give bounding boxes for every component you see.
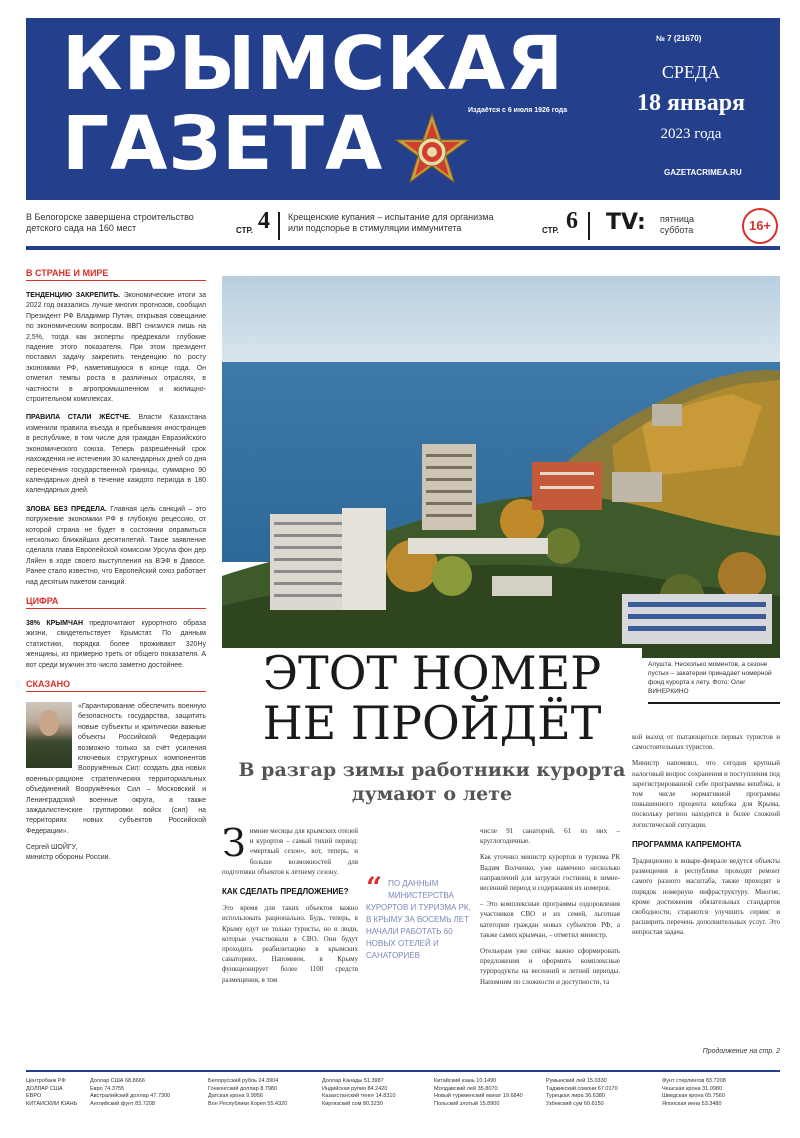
footer-line: Китайский юань 10.1490 (434, 1078, 497, 1084)
news-item-text: Главная цель санкций – это погружение экономики РФ в глубокую рецессию, от которой страна не будет в состоянии оправиться несколько ближайших десятилетий. Такое заявление сделала глава Европейской комиссии Урсула фон дер Ляйен в ходе своего выступления на ВЭФ в Давосе. Ранее стало известно, что Европейский союз работает над десятым пакетом санкций. (26, 505, 206, 586)
article-column-3 (480, 826, 620, 993)
footer-column (208, 1078, 316, 1108)
issue-year: 2023 года (660, 126, 722, 142)
article-paragraph: кой выход от пытающегося первых туристов и самостоятельных туристов. (632, 733, 780, 752)
quote-mark-icon: “ (366, 871, 383, 904)
teaser-divider (588, 212, 590, 240)
issue-weekday: СРЕДА (661, 62, 721, 82)
article-paragraph: числе 91 санаторий, 61 из них – круглогодичные. (480, 827, 620, 846)
footer-line: Новый туркменский манат 19.6840 (434, 1093, 523, 1100)
issue-date: 18 января (636, 90, 746, 116)
footer-column (322, 1078, 428, 1108)
article-intro: имние месяцы для крымских отелей и курортов – самый тихий период: «мертвый сезон», вот, теперь, и больше возможностей для подготовки объектов к летнему сезону. (222, 827, 358, 876)
continued-note[interactable]: Продолжение на стр. 2 (702, 1048, 780, 1055)
teaser-2-page: 6 (566, 208, 578, 234)
footer-line: Доллар Канады 51.3987 (322, 1078, 384, 1084)
footer-line: КИТАЙСКИЙ ЮАНЬ (26, 1100, 78, 1107)
figure-item (26, 619, 206, 671)
footer-line: Доллар США 68.8666 (90, 1078, 145, 1084)
footer-line: ЕВРО (26, 1093, 42, 1100)
news-item-lead: ПРАВИЛА СТАЛИ ЖЁСТЧЕ. (26, 414, 131, 422)
footer-line: Молдавский лей 35.8070 (434, 1085, 498, 1092)
footer-line: Австралийский доллар 47.7300 (90, 1093, 171, 1100)
article-subheading: КАК СДЕЛАТЬ ПРЕДЛОЖЕНИЕ? (222, 887, 349, 897)
teaser-1-text[interactable]: В Белогорске завершена строительство детского сада на 160 мест (26, 212, 194, 233)
footer-line: Казахстанский тенге 14.8310 (322, 1093, 396, 1100)
teaser-1-page: 4 (258, 208, 270, 234)
article-paragraph: Министр напомнил, что сегодня крупный налоговый вопрос сохранения и поступления под зарегистрированной себе программы кешбэка, в том числе нормативной программы повышенного процента кешбэка для Крыма, поскольку регион находится в более сложной логистической ситуации. (632, 759, 780, 829)
footer-column (90, 1078, 202, 1108)
footer-column (434, 1078, 540, 1108)
quote-signature: Сергей ШОЙГУ, министр обороны России. (26, 844, 111, 862)
news-item-text: Власти Казахстана изменили правила въезда и пребывания иностранцев в республике, в том числе для граждан Евразийского экономического союза. Теперь разрешённый срок нахождения не истечении 30 календарных дней со дня пересечения государственной границы, суммарно 90 календарных дней в течение каждого периода в 180 календарных дней. (26, 414, 206, 495)
pull-quote-text: ПО ДАННЫМ МИНИСТЕРСТВА КУРОРТОВ И ТУРИЗМА РК, В КРЫМУ ЗА ВОСЕМЬ ЛЕТ НАЧАЛИ РАБОТАТЬ 60 НОВЫХ ОТЕЛЕЙ И САНАТОРИЕВ (366, 879, 471, 960)
newspaper-title: КРЫМСКАЯ ГАЗЕТА (62, 21, 565, 187)
section-heading-figure: ЦИФРА (26, 596, 206, 609)
footer-line: Шведская крона 65.7560 (662, 1093, 725, 1100)
article-paragraph: Как уточнил министр курортов и туризма РК Вадим Волченко, уже намечено несколько направлений для загрузки гостиниц в зимне-весенний период и содержания их номеров. (480, 853, 620, 893)
news-item (26, 505, 206, 588)
teaser-2-text[interactable]: Крещенские купания – испытание для организма или подспорье в стимуляции иммунитета (288, 212, 494, 233)
figure-lead: 38% КРЫМЧАН (26, 619, 83, 627)
footer-column (662, 1078, 780, 1108)
issue-number: № 7 (21670) (656, 34, 702, 43)
article-headline: ЭТОТ НОМЕР НЕ ПРОЙДЁТ (262, 646, 602, 750)
article-paragraph: – Это комплексные программы оздоровления участников СВО и их семей, льготная категория граждан новых субъектов РФ, а также самих крымчан, – отметил министр. (480, 900, 620, 939)
news-item-lead: ЗЛОВА БЕЗ ПРЕДЕЛА. (26, 505, 107, 513)
news-item (26, 413, 206, 496)
website-link[interactable]: GAZETACRIMEA.RU (664, 168, 742, 177)
footer-line: Гонконгский доллар 8.7980 (208, 1085, 278, 1092)
news-item-lead: ТЕНДЕНЦИЮ ЗАКРЕПИТЬ. (26, 292, 121, 299)
section-heading-said: СКАЗАНО (26, 679, 206, 692)
quote-block (26, 702, 206, 863)
currency-footer (26, 1070, 780, 1118)
footer-line: Евро 74.3755 (90, 1085, 125, 1092)
footer-line: Киргизский сом 80.3230 (322, 1100, 383, 1107)
footer-line: Белорусский рубль 24.3904 (208, 1078, 279, 1084)
article-paragraph: Это время для таких объектов важно использовать рационально. Будь, теперь, в Крыму едут не только туристы, но и люди, которые участвовали в СВО. Они будут проходить реабилитацию в крымских санаториях. Напомним, в Крыму функционирует более 1100 средств размещения, в том (222, 904, 358, 984)
footer-line: Чешская крона 31.0980 (662, 1085, 723, 1092)
tv-label: TV: (606, 210, 646, 235)
news-item (26, 291, 206, 405)
news-item-text: Экономические итоги за 2022 год оказались лучше многих прогнозов, сообщил Президент РФ Владимир Путин, открывая совещание по экономическим вопросам. ВВП снизился лишь на 2,5%, тогда как эксперты предрекали глубокие падение этого показателя. При этом президент поставил задачу закрепить тенденцию по росту экономики РФ, наметившуюся в конце года. Он отметил темпы роста в различных отраслях, в частности в агропромышленном и жилищно-строительном комплексах. (26, 292, 206, 404)
section-heading-news: В СТРАНЕ И МИРЕ (26, 268, 206, 281)
footer-line: Польский злотый 15.8900 (434, 1100, 500, 1107)
footer-line: Центробанк РФ (26, 1078, 66, 1084)
drop-cap: З (222, 821, 246, 865)
footer-column (26, 1078, 86, 1108)
footer-line: Английский фунт 83.7208 (90, 1100, 155, 1107)
pull-quote (366, 871, 474, 962)
footer-line: Турецкая лира 36.6380 (546, 1093, 605, 1100)
teaser-1-page-label: СТР. (236, 226, 253, 235)
article-column-1 (222, 821, 358, 991)
teaser-divider (278, 212, 280, 240)
tv-days[interactable]: пятница суббота (660, 214, 695, 235)
footer-line: Датская крона 9.9956 (208, 1093, 263, 1100)
article-paragraph: Отельерам уже сейчас важно сформировать предложения и оформить комплексные турпродукты на весенний и летний периоды. Напомним по сложности и доступности, та (480, 947, 620, 986)
footer-line: Таджикский сомони 67.0170 (546, 1085, 618, 1092)
teaser-bar (26, 206, 780, 250)
order-emblem-icon (392, 112, 472, 192)
footer-line: Румынский лей 15.0330 (546, 1078, 607, 1084)
footer-line: Японская иена 53.3480 (662, 1100, 722, 1107)
footer-line: Вон Республики Корея 55.4320 (208, 1100, 288, 1107)
footer-line: Индийская рупия 84.2420 (322, 1085, 388, 1092)
footer-line: Узбекский сум 60.6150 (546, 1100, 604, 1107)
footer-line: Фунт стерлингов 83.7208 (662, 1078, 726, 1084)
masthead (26, 18, 780, 200)
photo-caption: Алушта. Несколько моментов, а сезоне пустых – закатерии принадает номерной фонд курорта к лету. Фото: Олег ВИНЕРКИНО (648, 660, 780, 704)
teaser-2-page-label: СТР. (542, 226, 559, 235)
footer-line: ДОЛЛАР США (26, 1085, 63, 1092)
footer-column (546, 1078, 656, 1108)
article-column-4 (632, 732, 780, 944)
article-subheading: ПРОГРАММА КАПРЕМОНТА (632, 839, 742, 849)
lead-photo (222, 276, 780, 658)
quote-text: «Гарантирование обеспечить военную безопасность государства, защитить новые субъекты и критически важные объекты Российской Федерации возможно только за счёт усиления ключевых структурных компонентов Вооружённых Сил: создать два новых военных-рационе стратегических территориальных объединений Вооружённых Сил – Московский и Ленинградский военные округа, а также заждалистенские группировки войск (сил) на территориях новых субъектов Российской Федерации». (26, 703, 206, 835)
speaker-portrait (26, 702, 72, 768)
article-subheadline: В разгар зимы работники курорта думают о лете (238, 759, 626, 805)
age-rating-badge: 16+ (742, 208, 778, 244)
founded-note: Издаётся с 6 июля 1926 года (468, 107, 568, 114)
article-paragraph: Традиционно в январе-феврале ведутся объекты размещения в республике проходят ремонт самого разного масштаба, также проходят в порядок номерную инфраструктуру. Многие, кроме достижения обязательных стандартов свободности, стараются улучшить сервис и расширить перечень дополнительных услуг. Это непростая задача. (632, 857, 780, 937)
left-sidebar (26, 268, 206, 863)
headline-box (222, 648, 642, 756)
figure-text: предпочитают курортного образа жизни, свидетельствует Крымстат. По данным статистики, порядка более проживают 320Ну женщины, из примерно треть от общего показателя. А вот среди мужчин это число заметно достойнее. (26, 619, 206, 669)
